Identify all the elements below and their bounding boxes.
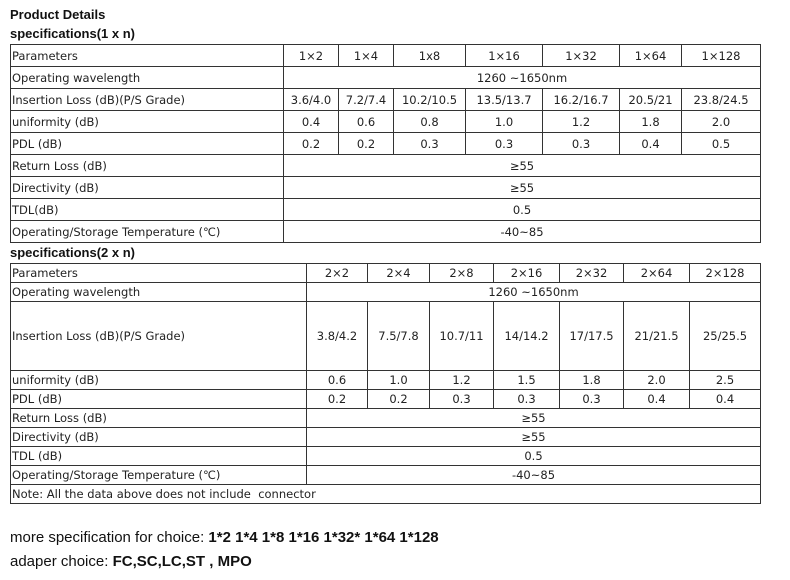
header-cell: Parameters bbox=[11, 264, 307, 283]
table-cell: 0.4 bbox=[690, 390, 761, 409]
table-cell: ≥55 bbox=[307, 409, 761, 428]
table-row bbox=[11, 67, 761, 89]
table-cell: 0.5 bbox=[307, 447, 761, 466]
table-row bbox=[11, 390, 761, 409]
row-label: Operating/Storage Temperature (℃) bbox=[11, 221, 284, 243]
table-cell: 1.8 bbox=[560, 371, 624, 390]
table-cell: 1.5 bbox=[494, 371, 560, 390]
table-cell: 0.3 bbox=[466, 133, 543, 155]
header-cell: 2×16 bbox=[494, 264, 560, 283]
table-cell: 3.8/4.2 bbox=[307, 302, 368, 371]
table-cell: 0.6 bbox=[307, 371, 368, 390]
table-cell: 0.2 bbox=[339, 133, 394, 155]
table-cell: 17/17.5 bbox=[560, 302, 624, 371]
row-label: uniformity (dB) bbox=[11, 371, 307, 390]
table-cell: 0.6 bbox=[339, 111, 394, 133]
table-cell: 7.5/7.8 bbox=[368, 302, 430, 371]
table-note-row bbox=[11, 485, 761, 504]
table-row bbox=[11, 221, 761, 243]
row-label: uniformity (dB) bbox=[11, 111, 284, 133]
more-spec-value: 1*2 1*4 1*8 1*16 1*32* 1*64 1*128 bbox=[208, 529, 439, 546]
row-label: TDL(dB) bbox=[11, 199, 284, 221]
table-cell: 14/14.2 bbox=[494, 302, 560, 371]
header-cell: Parameters bbox=[11, 45, 284, 67]
table-cell: 10.7/11 bbox=[430, 302, 494, 371]
header-cell: 2×128 bbox=[690, 264, 761, 283]
row-label: Return Loss (dB) bbox=[11, 155, 284, 177]
adapter-label: adaper choice: bbox=[10, 553, 113, 570]
page-title: Product Details bbox=[10, 7, 106, 22]
header-cell: 2×4 bbox=[368, 264, 430, 283]
row-label: PDL (dB) bbox=[11, 133, 284, 155]
table-cell: 3.6/4.0 bbox=[284, 89, 339, 111]
table-row bbox=[11, 111, 761, 133]
table-cell: 20.5/21 bbox=[620, 89, 682, 111]
table-cell: 2.0 bbox=[682, 111, 761, 133]
table-cell: 0.4 bbox=[620, 133, 682, 155]
table-cell: 0.4 bbox=[284, 111, 339, 133]
header-cell: 1×128 bbox=[682, 45, 761, 67]
table-cell: 1.0 bbox=[368, 371, 430, 390]
table-cell: ≥55 bbox=[307, 428, 761, 447]
header-cell: 2×8 bbox=[430, 264, 494, 283]
table-cell: 0.4 bbox=[624, 390, 690, 409]
table-cell: 2.0 bbox=[624, 371, 690, 390]
spec1-heading: specifications(1 x n) bbox=[10, 26, 135, 41]
row-label: Operating/Storage Temperature (℃) bbox=[11, 466, 307, 485]
spec-table-2xn bbox=[10, 263, 761, 504]
table-cell: 1260 ~1650nm bbox=[284, 67, 761, 89]
table-cell: 1.2 bbox=[430, 371, 494, 390]
header-cell: 1×32 bbox=[543, 45, 620, 67]
table-cell: 0.2 bbox=[368, 390, 430, 409]
table-cell: 21/21.5 bbox=[624, 302, 690, 371]
row-label: Insertion Loss (dB)(P/S Grade) bbox=[11, 302, 307, 371]
header-cell: 2×2 bbox=[307, 264, 368, 283]
header-cell: 1×2 bbox=[284, 45, 339, 67]
product-details-page bbox=[10, 6, 780, 574]
table-cell: ≥55 bbox=[284, 155, 761, 177]
table-row bbox=[11, 177, 761, 199]
table-row bbox=[11, 133, 761, 155]
table-cell: 0.3 bbox=[494, 390, 560, 409]
adapter-value: FC,SC,LC,ST , MPO bbox=[112, 553, 252, 570]
row-label: Return Loss (dB) bbox=[11, 409, 307, 428]
table-cell: -40~85 bbox=[284, 221, 761, 243]
more-spec-line bbox=[10, 526, 780, 550]
table-cell: 13.5/13.7 bbox=[466, 89, 543, 111]
table-cell: 25/25.5 bbox=[690, 302, 761, 371]
table-row bbox=[11, 199, 761, 221]
table-row bbox=[11, 283, 761, 302]
table-row bbox=[11, 428, 761, 447]
table-cell: 0.3 bbox=[543, 133, 620, 155]
table-cell: 0.3 bbox=[394, 133, 466, 155]
row-label: Directivity (dB) bbox=[11, 177, 284, 199]
header-cell: 1×16 bbox=[466, 45, 543, 67]
header-cell: 1x8 bbox=[394, 45, 466, 67]
row-label: Directivity (dB) bbox=[11, 428, 307, 447]
table-cell: 0.8 bbox=[394, 111, 466, 133]
table-header-row bbox=[11, 264, 761, 283]
table-cell: 0.2 bbox=[284, 133, 339, 155]
table-cell: 2.5 bbox=[690, 371, 761, 390]
table-cell: 7.2/7.4 bbox=[339, 89, 394, 111]
table-row bbox=[11, 466, 761, 485]
table-cell: 0.3 bbox=[430, 390, 494, 409]
row-label: PDL (dB) bbox=[11, 390, 307, 409]
table-cell: 0.3 bbox=[560, 390, 624, 409]
table-cell: 0.5 bbox=[284, 199, 761, 221]
table-cell: ≥55 bbox=[284, 177, 761, 199]
table-cell: 23.8/24.5 bbox=[682, 89, 761, 111]
table-row bbox=[11, 409, 761, 428]
table-cell: 1.2 bbox=[543, 111, 620, 133]
header-cell: 2×32 bbox=[560, 264, 624, 283]
table-row bbox=[11, 371, 761, 390]
table-row bbox=[11, 89, 761, 111]
row-label: Operating wavelength bbox=[11, 67, 284, 89]
table-row bbox=[11, 155, 761, 177]
header-cell: 1×4 bbox=[339, 45, 394, 67]
row-label: Operating wavelength bbox=[11, 283, 307, 302]
table-header-row bbox=[11, 45, 761, 67]
row-label: TDL (dB) bbox=[11, 447, 307, 466]
table-note: Note: All the data above does not include connector bbox=[11, 485, 761, 504]
more-spec-label: more specification for choice: bbox=[10, 529, 209, 546]
table-row bbox=[11, 447, 761, 466]
spec2-heading: specifications(2 x n) bbox=[10, 245, 135, 260]
row-label: Insertion Loss (dB)(P/S Grade) bbox=[11, 89, 284, 111]
table-cell: 1.0 bbox=[466, 111, 543, 133]
table-cell: 0.2 bbox=[307, 390, 368, 409]
table-cell: 0.5 bbox=[682, 133, 761, 155]
table-row bbox=[11, 302, 761, 371]
spec-table-1xn bbox=[10, 44, 761, 243]
header-cell: 2×64 bbox=[624, 264, 690, 283]
table-cell: -40~85 bbox=[307, 466, 761, 485]
table-cell: 16.2/16.7 bbox=[543, 89, 620, 111]
table-cell: 1.8 bbox=[620, 111, 682, 133]
table-cell: 1260 ~1650nm bbox=[307, 283, 761, 302]
table-cell: 10.2/10.5 bbox=[394, 89, 466, 111]
header-cell: 1×64 bbox=[620, 45, 682, 67]
adapter-line bbox=[10, 550, 780, 574]
